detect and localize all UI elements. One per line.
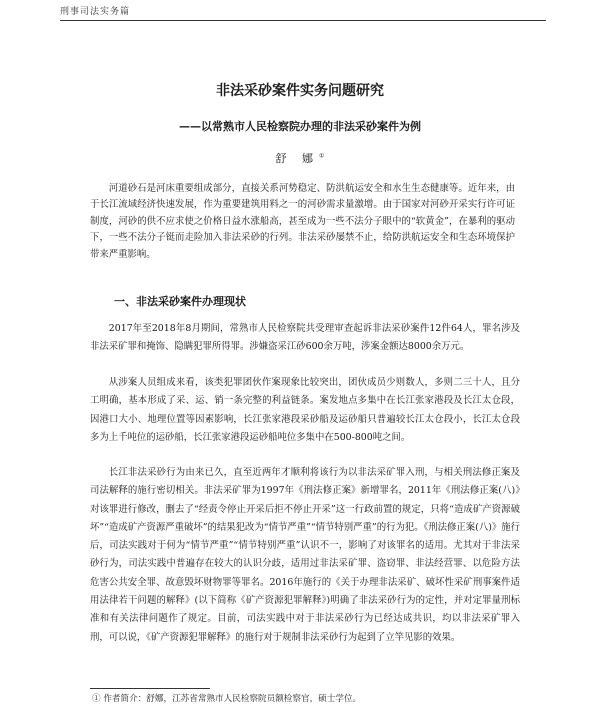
body-paragraph-2: 从涉案人员组成来看，该类犯罪团伙作案现象比较突出，团伙成员少则数人，多则二三十人，且分工明确，基本形成了采、运、销一条完整的利益链条。案发地点多集中在长江张家港段及长江太仓段，因港口大小、地理位置等因素影响，长江张家港段采砂船及运砂船只普遍较长江太仓段小，长江太仓段多为上千吨位的运砂船，长江张家港段运砂船吨位多集中在500-800吨之间。 bbox=[90, 377, 520, 443]
footnote-divider bbox=[90, 688, 210, 689]
article-subtitle: ——以常熟市人民检察院办理的非法采砂案件为例 bbox=[179, 120, 421, 133]
footnote-marker: ① bbox=[319, 152, 325, 160]
body-paragraph-3: 长江非法采砂行为由来已久，直至近两年才顺利将该行为以非法采矿罪入刑，与相关刑法修正案及司法解释的施行密切相关。非法采矿罪为1997年《刑法修正案》新增罪名，2011年《刑法修正案(八)》对该罪进行修改，删去了“经责令停止开采后拒不停止开采”这一行政前置的规定，只将“造成矿产资源破坏”“造成矿产资源严重破坏”的结果犯改为“情节严重”“情节特别严重”的行为犯。《刑法修正案(八)》施行后，司法实践对于何为“情节严重”“情节特别严重”认识不一，影响了对该罪名的适用。尤其对于非法采砂行为，司法实践中普遍存在较大的认识分歧，适用过非法采矿罪、盗窃罪、非法经营罪、以危险方法危害公共安全罪、故意毁坏财物罪等罪名。2016年施行的《关于办理非法采矿、破坏性采矿刑事案件适用法律若干问题的解释》(以下简称《矿产资源犯罪解释》)明确了非法采砂行为的定性，并对定罪量刑标准和有关法律问题作了规定。目前，司法实践中对于非法采砂行为已经达成共识，均以非法采矿罪入刑，可以说，《矿产资源犯罪解释》的施行对于规制非法采砂行为起到了立竿见影的效果。 bbox=[90, 467, 520, 643]
footnote: ① 作者简介：舒娜，江苏省常熟市人民检察院员额检察官，硕士学位。 bbox=[92, 694, 362, 704]
author-line bbox=[0, 150, 600, 166]
section-heading: 一、非法采砂案件办理现状 bbox=[114, 295, 246, 308]
running-header: 刑事司法实务篇 bbox=[60, 4, 546, 21]
body-paragraph-1: 2017年至2018年8月期间，常熟市人民检察院共受理审查起诉非法采砂案件12件64人，罪名涉及非法采矿罪和掩饰、隐瞒犯罪所得罪。涉嫌盗采江砂600余万吨，涉案金额达8000余万元。 bbox=[90, 323, 520, 353]
abstract-paragraph: 河道砂石是河床重要组成部分，直接关系河势稳定、防洪航运安全和水生生态健康等。近年来，由于长江流域经济快速发展，作为重要建筑用料之一的河砂需求量激增。由于国家对河砂开采实行许可证制度，河砂的供不应求使之价格日益水涨船高，甚至成为一些不法分子眼中的“软黄金”，在暴利的驱动下，一些不法分子铤而走险加入非法采砂的行列。非法采砂屡禁不止，给防洪航运安全和生态环境保护带来严重影响。 bbox=[90, 183, 515, 260]
article-title: 非法采砂案件实务问题研究 bbox=[216, 83, 384, 99]
author-name: 舒 娜 bbox=[275, 152, 320, 165]
